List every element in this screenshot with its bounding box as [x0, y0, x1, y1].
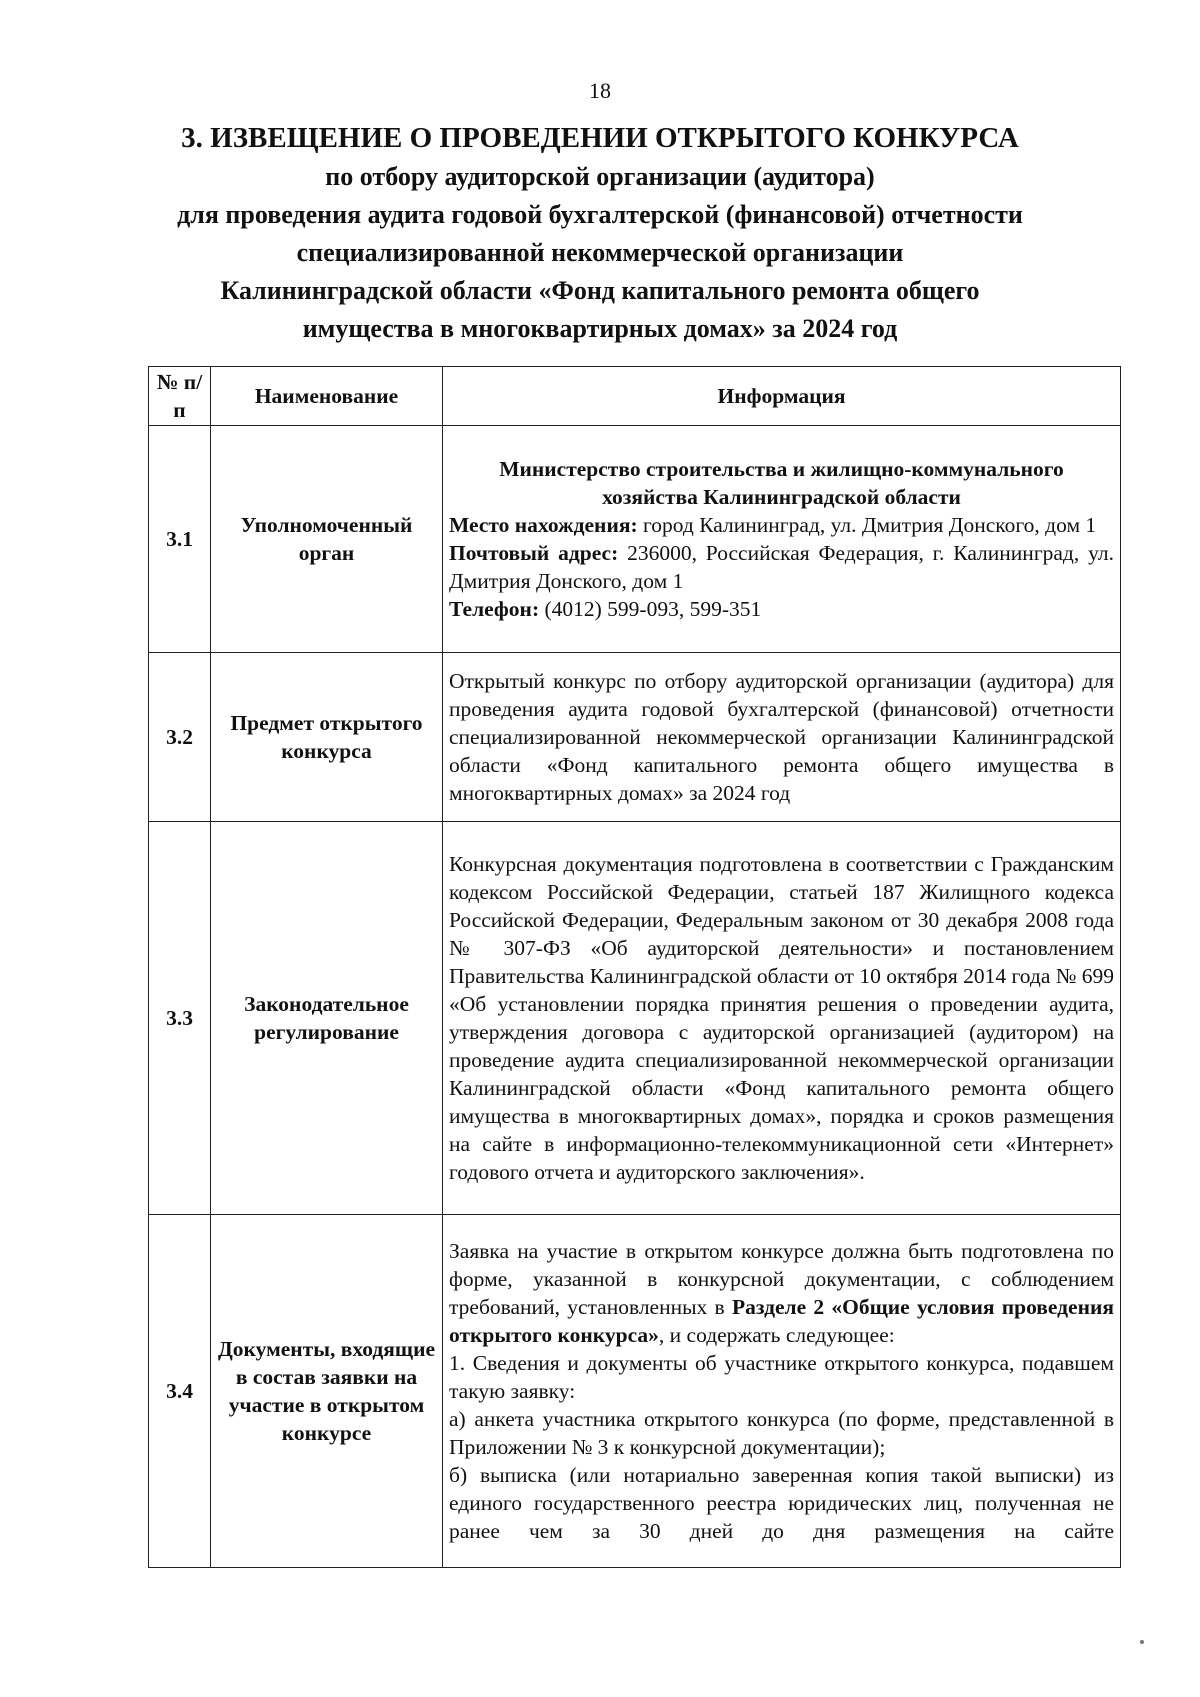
list-item: б) выписка (или нотариально заверенная копия такой выписки) из единого государственного реестра юридических лиц, полученная не ранее чем за 30 дней до дня размещения на сайте: [449, 1463, 1114, 1543]
row-number: 3.1: [149, 426, 211, 653]
postal-value: 236000, Российская Федерация, г. Калининград, ул. Дмитрия Донского, дом 1: [449, 541, 1114, 593]
heading-title: 3. ИЗВЕЩЕНИЕ О ПРОВЕДЕНИИ ОТКРЫТОГО КОНКУРСА: [181, 122, 1019, 154]
phone-line: [449, 595, 1114, 623]
row-info: [443, 1215, 1121, 1568]
postal-label: Почтовый адрес:: [449, 541, 619, 565]
row-number: 3.3: [149, 822, 211, 1215]
location-label: Место нахождения:: [449, 513, 638, 537]
heading-line: по отбору аудиторской организации (аудитора): [325, 162, 875, 191]
table-row: [149, 426, 1121, 653]
row-name: Предмет открытого конкурса: [211, 653, 443, 822]
table-row: [149, 1215, 1121, 1568]
location-value: город Калининград, ул. Дмитрия Донского, дом 1: [637, 513, 1097, 537]
header-info: Информация: [443, 367, 1121, 426]
table-header-row: [149, 367, 1121, 426]
authority-name: Министерство строительства и жилищно-коммунального хозяйства Калининградской области: [499, 457, 1064, 509]
row-name: Законодательное регулирование: [211, 822, 443, 1215]
notice-table: [148, 366, 1121, 1568]
header-num: № п/п: [149, 367, 211, 426]
heading-line: Калининградской области «Фонд капитального ремонта общего: [220, 276, 980, 305]
list-item: а) анкета участника открытого конкурса (по форме, представленной в Приложении № 3 к конкурсной документации);: [449, 1407, 1114, 1459]
heading-line: для проведения аудита годовой бухгалтерской (финансовой) отчетности: [177, 200, 1023, 229]
application-intro: [449, 1237, 1114, 1349]
row-number: 3.2: [149, 653, 211, 822]
row-name: Уполномоченный орган: [211, 426, 443, 653]
intro-text: Заявка на участие в открытом конкурсе должна быть подготовлена по форме, указанной в конкурсной документации, с соблюдением требований, установленных в: [449, 1239, 1114, 1319]
intro-end: , и содержать следующее:: [658, 1323, 895, 1347]
list-item: 1. Сведения и документы об участнике открытого конкурса, подавшем такую заявку:: [449, 1351, 1114, 1403]
row-number: 3.4: [149, 1215, 211, 1568]
row-info: [443, 426, 1121, 653]
row-name: Документы, входящие в состав заявки на участие в открытом конкурсе: [211, 1215, 443, 1568]
heading-line: имущества в многоквартирных домах» за 2024 год: [302, 314, 898, 343]
phone-label: Телефон:: [449, 597, 540, 621]
location-line: [449, 511, 1114, 539]
table-row: [149, 822, 1121, 1215]
postal-line: [449, 539, 1114, 595]
document-heading: [100, 118, 1100, 348]
table-row: [149, 653, 1121, 822]
header-name: Наименование: [211, 367, 443, 426]
scan-speck: [1140, 1640, 1144, 1644]
intro-section-ref: Разделе 2 «Общие условия проведения открытого конкурса»: [449, 1295, 1114, 1347]
page-number: 18: [589, 78, 611, 103]
row-info: Открытый конкурс по отбору аудиторской организации (аудитора) для проведения аудита годовой бухгалтерской (финансовой) отчетности специализированной некоммерческой организации Калининградской области «Фонд капитального ремонта общего имущества в многоквартирных домах» за 2024 год: [443, 653, 1121, 822]
heading-line: специализированной некоммерческой организации: [296, 238, 904, 267]
phone-value: (4012) 599-093, 599-351: [539, 597, 762, 621]
row-info: Конкурсная документация подготовлена в соответствии с Гражданским кодексом Российской Федерации, статьей 187 Жилищного кодекса Российской Федерации, Федеральным законом от 30 декабря 2008 года № 307-ФЗ «Об аудиторской деятельности» и постановлением Правительства Калининградской области от 10 октября 2014 года № 699 «Об установлении порядка принятия решения о проведении аудита, утверждения договора с аудиторской организацией (аудитором) на проведение аудита специализированной некоммерческой организации Калининградской области «Фонд капитального ремонта общего имущества в многоквартирных домах», порядка и сроков размещения на сайте в информационно-телекоммуникационной сети «Интернет» годового отчета и аудиторского заключения».: [443, 822, 1121, 1215]
